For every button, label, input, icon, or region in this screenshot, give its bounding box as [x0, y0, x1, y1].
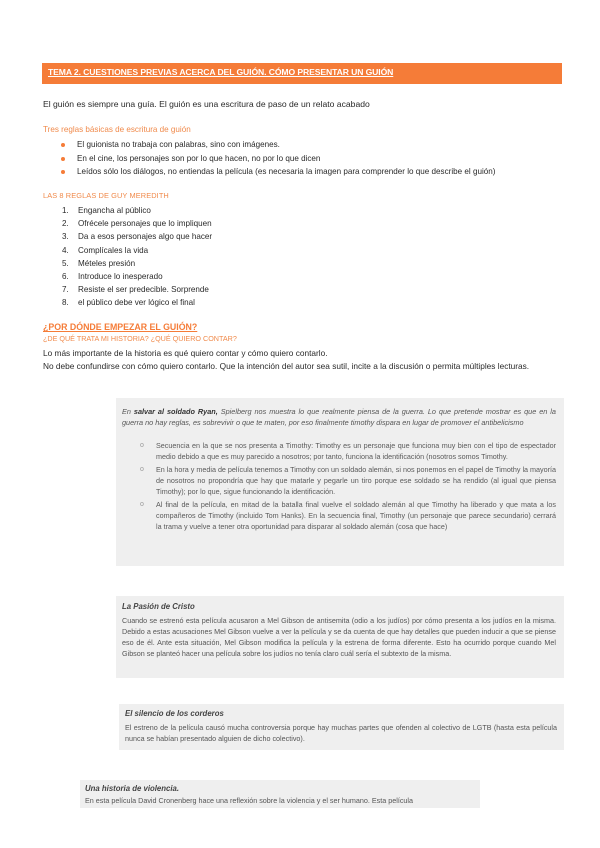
intro-text: El guión es siempre una guía. El guión es una escritura de paso de un relato acabado — [43, 99, 370, 109]
box-text: En esta película David Cronenberg hace una reflexión sobre la violencia y el ser humano. Esta película — [85, 796, 414, 805]
document-title: TEMA 2. CUESTIONES PREVIAS ACERCA DEL GUIÓN. CÓMO PRESENTAR UN GUIÓN — [48, 67, 394, 77]
list-item: 7. Resiste el ser predecible. Sorprende — [62, 285, 209, 295]
list-item: 2. Ofrécele personajes que lo impliquen — [62, 219, 212, 229]
film-title: salvar al soldado Ryan, — [133, 407, 218, 416]
where-to-start-heading: ¿POR DÓNDE EMPEZAR EL GUIÓN? — [43, 322, 198, 332]
basic-rules-heading: Tres reglas básicas de escritura de guión — [43, 125, 191, 134]
title-bar — [42, 63, 562, 84]
box-title: La Pasión de Cristo — [122, 602, 195, 611]
circle-bullet-icon: o — [140, 501, 144, 508]
where-to-start-subheading: ¿DE QUÉ TRATA MI HISTORIA? ¿QUÉ QUIERO CONTAR? — [43, 334, 237, 343]
box-lead-text: En salvar al soldado Ryan, Spielberg nos muestra lo que realmente piensa de la guerra. Lo que pretende mostrar es que en la guerra no hay reglas, es sobrevivir o que te maten, por eso finalmente timothy dispara en lugar de promover el antibelicismo — [122, 407, 556, 427]
list-item: 5. Mételes presión — [62, 258, 136, 268]
example-box-violencia — [80, 780, 480, 808]
list-item: o En la hora y media de película tenemos a Timothy con un soldado alemán, si nos ponemos en el papel de Timothy la mayoría de nosotros no propondría que hay que matarle y pegarle un tiro porque ese soldado se ha rendido (al igual que piensa Timothy); por lo que, sigue funcionando la identificación. — [140, 465, 556, 496]
bullet-icon — [61, 157, 65, 161]
box-text: Cuando se estrenó esta película acusaron a Mel Gibson de antisemita (odio a los judíos) por cómo presenta a los judíos en la misma. Debido a estas acusaciones Mel Gibson vuelve a ver la película y se da cuenta de que hay detalles que pueden inducir a que se piense eso de él. Ante esta situación, Mel Gibson modifica la película y la estrena de forma diferente. Esto ha ocurrido porque cuando Mel Gibson se planteó hacer una película sobre los judíos no tenía claro cuál sería el subtexto de la misma. — [122, 616, 556, 658]
box-title: El silencio de los corderos — [125, 709, 224, 718]
list-item: 1. Engancha al público — [62, 206, 151, 215]
list-item: Leídos sólo los diálogos, no entiendas la película (es necesaria la imagen para comprender lo que describe el guión) — [60, 165, 495, 179]
example-box-silencio — [119, 704, 564, 750]
list-item: En el cine, los personajes son por lo que hacen, no por lo que dicen — [60, 152, 495, 166]
paragraph: Lo más importante de la historia es qué quiero contar y cómo quiero contarlo. — [43, 348, 328, 358]
list-item: 4. Complícales la vida — [62, 245, 149, 255]
basic-rules-list — [60, 138, 495, 179]
box-text: El estreno de la película causó mucha controversia porque hay muchas partes que ofenden al colectivo de LGTB (hasta esta película nunca se habían presentado alguien de dicho colectivo). — [125, 723, 557, 743]
list-item: 8. el público debe ver lógico el final — [62, 298, 195, 308]
list-item: o Al final de la película, en mitad de la batalla final vuelve el soldado alemán al que Timothy ha liberado y que mata a los compañeros de Timothy (incluido Tom Hanks). En la secuencia final, Timothy (un personaje que parece secundario) cerrará la trama y vuelve a tener otra oportunidad para disparar al soldado alemán (cosa que hace) — [140, 500, 556, 531]
example-box-cristo — [116, 596, 564, 678]
circle-bullet-icon: o — [140, 442, 144, 449]
list-item: El guionista no trabaja con palabras, sino con imágenes. — [60, 138, 495, 152]
box-sub-list — [138, 440, 556, 534]
bullet-icon — [61, 170, 65, 174]
list-item: 3. Da a esos personajes algo que hacer — [62, 232, 213, 242]
list-item: 6. Introduce lo inesperado — [62, 272, 163, 282]
example-box-ryan — [116, 398, 564, 566]
meredith-rules-list — [62, 204, 212, 310]
box-title: Una historia de violencia. — [85, 784, 180, 793]
meredith-rules-heading: LAS 8 REGLAS DE GUY MEREDITH — [43, 191, 169, 200]
paragraph: No debe confundirse con cómo quiero contarlo. Que la intención del autor sea sutil, incite a la discusión o permita múltiples lecturas. — [43, 361, 530, 371]
bullet-icon — [61, 143, 65, 147]
circle-bullet-icon: o — [140, 466, 144, 473]
list-item: o Secuencia en la que se nos presenta a Timothy: Timothy es un personaje que funciona muy bien con el tipo de espectador medio debido a que es muy parecido a nosotros; por tanto, funciona la identificación (nosotros somos Timothy. — [140, 441, 556, 461]
